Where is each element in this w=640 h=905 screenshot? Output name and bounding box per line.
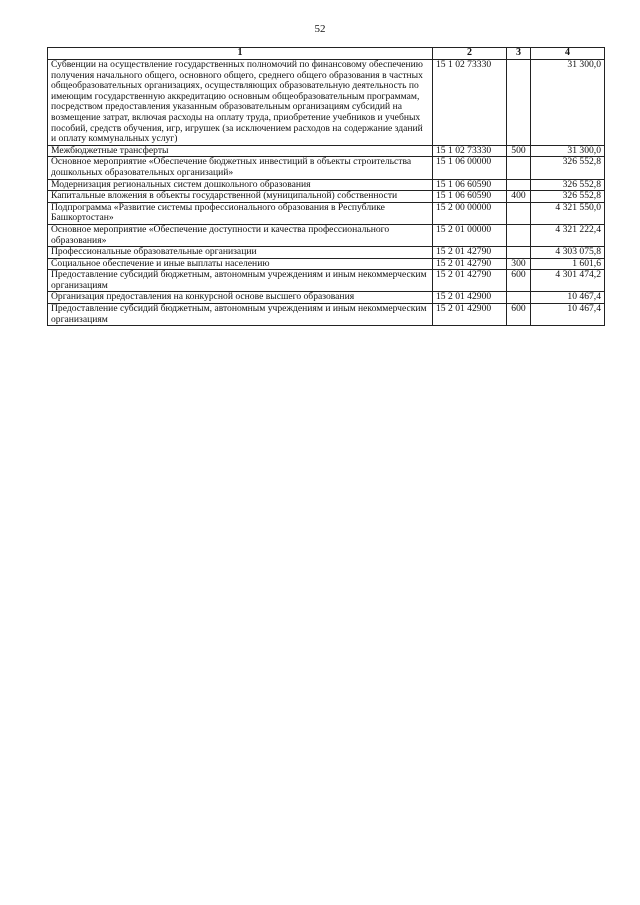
header-cell-name: 1 — [48, 48, 433, 60]
row-name-cell: Предоставление субсидий бюджетным, автономным учреждениям и иным некоммерческим организациям — [48, 270, 433, 292]
row-code-cell: 15 2 01 42790 — [433, 258, 507, 270]
row-code-cell: 15 2 00 00000 — [433, 202, 507, 224]
row-type-cell — [507, 179, 531, 191]
table-row — [48, 60, 605, 146]
table-row — [48, 304, 605, 326]
row-type-cell — [507, 202, 531, 224]
row-amount-cell: 10 467,4 — [531, 304, 605, 326]
row-amount-cell: 326 552,8 — [531, 157, 605, 179]
row-amount-cell: 4 303 075,8 — [531, 247, 605, 259]
row-code-cell: 15 2 01 42790 — [433, 247, 507, 259]
row-amount-cell: 31 300,0 — [531, 145, 605, 157]
row-amount-cell: 10 467,4 — [531, 292, 605, 304]
table-row — [48, 179, 605, 191]
row-amount-cell: 326 552,8 — [531, 179, 605, 191]
row-type-cell — [507, 60, 531, 146]
row-name-cell: Социальное обеспечение и иные выплаты населению — [48, 258, 433, 270]
row-code-cell: 15 1 02 73330 — [433, 145, 507, 157]
table-row — [48, 224, 605, 246]
table-row — [48, 247, 605, 259]
row-code-cell: 15 1 06 60590 — [433, 179, 507, 191]
row-name-cell: Подпрограмма «Развитие системы профессионального образования в Республике Башкортостан» — [48, 202, 433, 224]
row-name-cell: Профессиональные образовательные организации — [48, 247, 433, 259]
row-code-cell: 15 1 02 73330 — [433, 60, 507, 146]
table-row — [48, 270, 605, 292]
row-type-cell: 300 — [507, 258, 531, 270]
row-code-cell: 15 1 06 00000 — [433, 157, 507, 179]
row-amount-cell: 31 300,0 — [531, 60, 605, 146]
header-cell-type: 3 — [507, 48, 531, 60]
row-name-cell: Предоставление субсидий бюджетным, автономным учреждениям и иным некоммерческим организациям — [48, 304, 433, 326]
row-type-cell: 600 — [507, 304, 531, 326]
table-row — [48, 258, 605, 270]
header-cell-code: 2 — [433, 48, 507, 60]
header-row — [48, 48, 605, 60]
header-cell-amount: 4 — [531, 48, 605, 60]
row-amount-cell: 4 301 474,2 — [531, 270, 605, 292]
table-row — [48, 145, 605, 157]
row-amount-cell: 326 552,8 — [531, 191, 605, 203]
row-code-cell: 15 1 06 60590 — [433, 191, 507, 203]
row-name-cell: Модернизация региональных систем дошкольного образования — [48, 179, 433, 191]
row-name-cell: Капитальные вложения в объекты государственной (муниципальной) собственности — [48, 191, 433, 203]
row-name-cell: Основное мероприятие «Обеспечение бюджетных инвестиций в объекты строительства дошкольных образовательных организаций» — [48, 157, 433, 179]
row-name-cell: Межбюджетные трансферты — [48, 145, 433, 157]
row-type-cell — [507, 247, 531, 259]
row-name-cell: Основное мероприятие «Обеспечение доступности и качества профессионального образования» — [48, 224, 433, 246]
row-type-cell: 400 — [507, 191, 531, 203]
row-type-cell — [507, 224, 531, 246]
row-amount-cell: 4 321 222,4 — [531, 224, 605, 246]
row-code-cell: 15 2 01 42790 — [433, 270, 507, 292]
table-row — [48, 292, 605, 304]
row-type-cell: 600 — [507, 270, 531, 292]
budget-table — [47, 47, 605, 326]
row-type-cell — [507, 157, 531, 179]
row-code-cell: 15 2 01 00000 — [433, 224, 507, 246]
table-row — [48, 202, 605, 224]
page-number: 52 — [314, 23, 326, 35]
row-type-cell — [507, 292, 531, 304]
row-code-cell: 15 2 01 42900 — [433, 292, 507, 304]
row-name-cell: Субвенции на осуществление государственных полномочий по финансовому обеспечению получения начального общего, основного общего, среднего общего образования в частных общеобразовательных организациях, осуществляющих образовательную деятельность по имеющим государственную аккредитацию основным общеобразовательным программам, посредством предоставления указанным образовательным организациям субсидий на возмещение затрат, включая расходы на оплату труда, приобретение учебников и учебных пособий, средств обучения, игр, игрушек (за исключением расходов на содержание зданий и оплату коммунальных услуг) — [48, 60, 433, 146]
row-amount-cell: 4 321 550,0 — [531, 202, 605, 224]
row-amount-cell: 1 601,6 — [531, 258, 605, 270]
row-code-cell: 15 2 01 42900 — [433, 304, 507, 326]
row-name-cell: Организация предоставления на конкурсной основе высшего образования — [48, 292, 433, 304]
table-row — [48, 157, 605, 179]
row-type-cell: 500 — [507, 145, 531, 157]
table-row — [48, 191, 605, 203]
